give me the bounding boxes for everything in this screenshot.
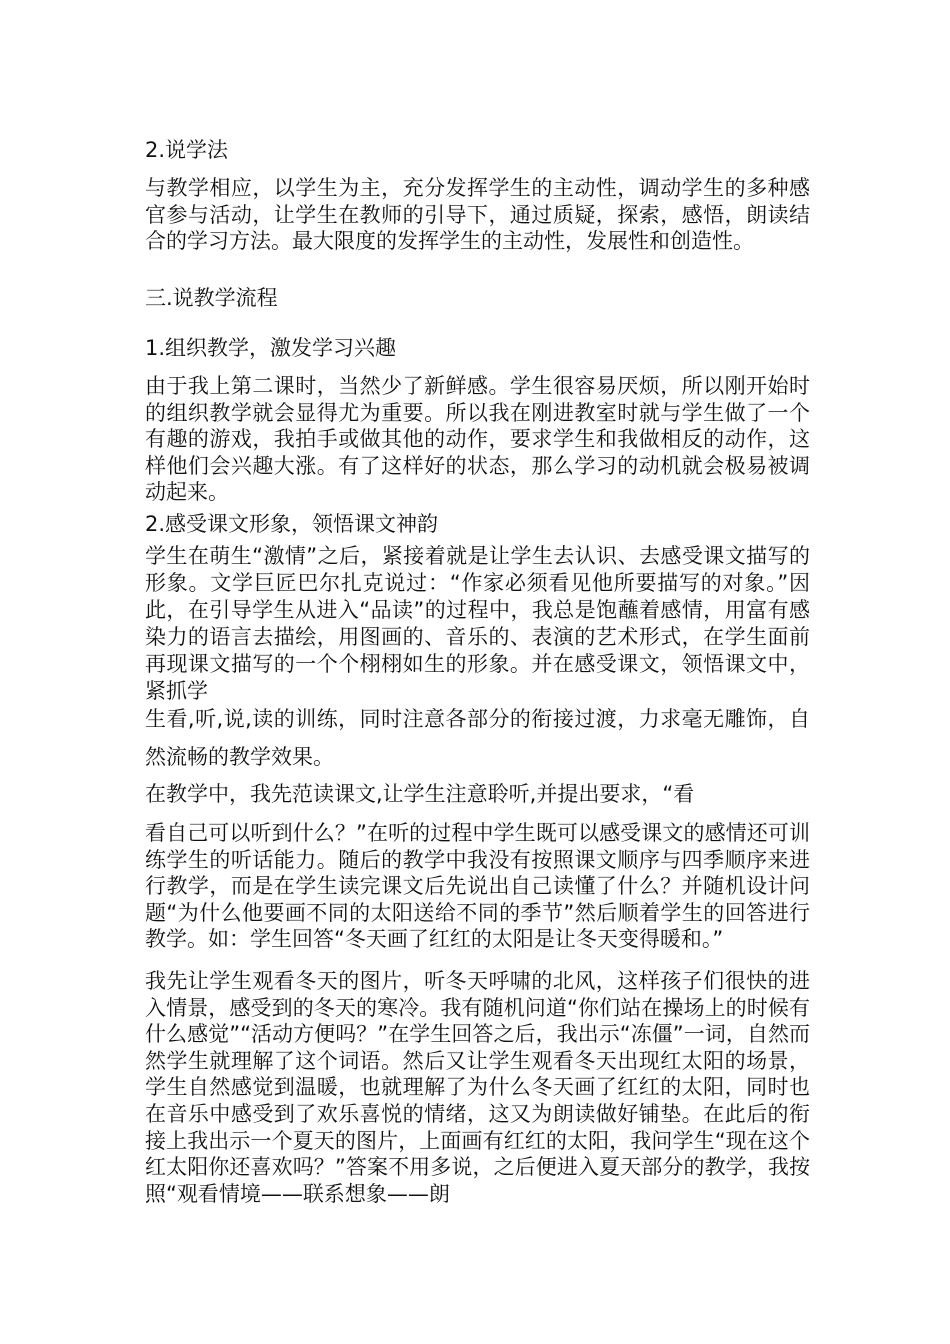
paragraph-study-method: 与教学相应，以学生为主，充分发挥学生的主动性，调动学生的多种感官参与活动，让学生在教师的引导下，通过质疑，探索，感悟，朗读结合的学习方法。最大限度的发挥学生的主动性，发展性和创造性。 <box>145 176 810 253</box>
paragraph-step2-b: 生看,听,说,读的训练，同时注意各部分的衔接过渡，力求毫无雕饰，自然流畅的教学效果。 <box>145 707 810 769</box>
heading-study-method: 2.说学法 <box>145 138 229 162</box>
heading-step1: 1.组织教学，激发学习兴趣 <box>145 336 397 360</box>
paragraph-step1: 由于我上第二课时，当然少了新鲜感。学生很容易厌烦，所以刚开始时的组织教学就会显得尤为重要。所以我在刚进教室时就与学生做了一个有趣的游戏，我拍手或做其他的动作，要求学生和我做相反的动作，这样他们会兴趣大涨。有了这样好的状态，那么学习的动机就会极易被调动起来。 <box>145 374 810 504</box>
heading-teaching-process: 三.说教学流程 <box>145 286 278 310</box>
paragraph-step2-d: 看自己可以听到什么？”在听的过程中学生既可以感受课文的感情还可训练学生的听话能力。随后的教学中我没有按照课文顺序与四季顺序来进行教学，而是在学生读完课文后先说出自己读懂了什么？并随机设计问题“为什么他要画不同的太阳送给不同的季节”然后顺着学生的回答进行教学。如：学生回答“冬天画了红红的太阳是让冬天变得暖和。” <box>145 821 810 951</box>
paragraph-step2-a: 学生在萌生“激情”之后，紧接着就是让学生去认识、去感受课文描写的形象。文学巨匠巴尔扎克说过：“作家必须看见他所要描写的对象。”因此，在引导学生从进入“品读”的过程中，我总是饱蘸着感情，用富有感染力的语言去描绘，用图画的、音乐的、表演的艺术形式，在学生面前再现课文描写的一个个栩栩如生的形象。并在感受课文，领悟课文中，紧抓学 <box>145 544 810 703</box>
paragraph-step2-e: 我先让学生观看冬天的图片，听冬天呼啸的北风，这样孩子们很快的进入情景，感受到的冬天的寒冷。我有随机问道“你们站在操场上的时候有什么感觉”“活动方便吗？”在学生回答之后，我出示“冻僵”一词，自然而然学生就理解了这个词语。然后又让学生观看冬天出现红太阳的场景，学生自然感觉到温暖，也就理解了为什么冬天画了红红的太阳，同时也在音乐中感受到了欢乐喜悦的情绪，这又为朗读做好铺垫。在此后的衔接上我出示一个夏天的图片，上面画有红红的太阳，我问学生“现在这个红太阳你还喜欢吗？”答案不用多说，之后便进入夏天部分的教学，我按照“观看情境——联系想象——朗 <box>145 969 810 1206</box>
heading-step2: 2.感受课文形象，领悟课文神韵 <box>145 512 439 536</box>
paragraph-step2-c: 在教学中，我先范读课文,让学生注意聆听,并提出要求，“看 <box>145 782 695 806</box>
